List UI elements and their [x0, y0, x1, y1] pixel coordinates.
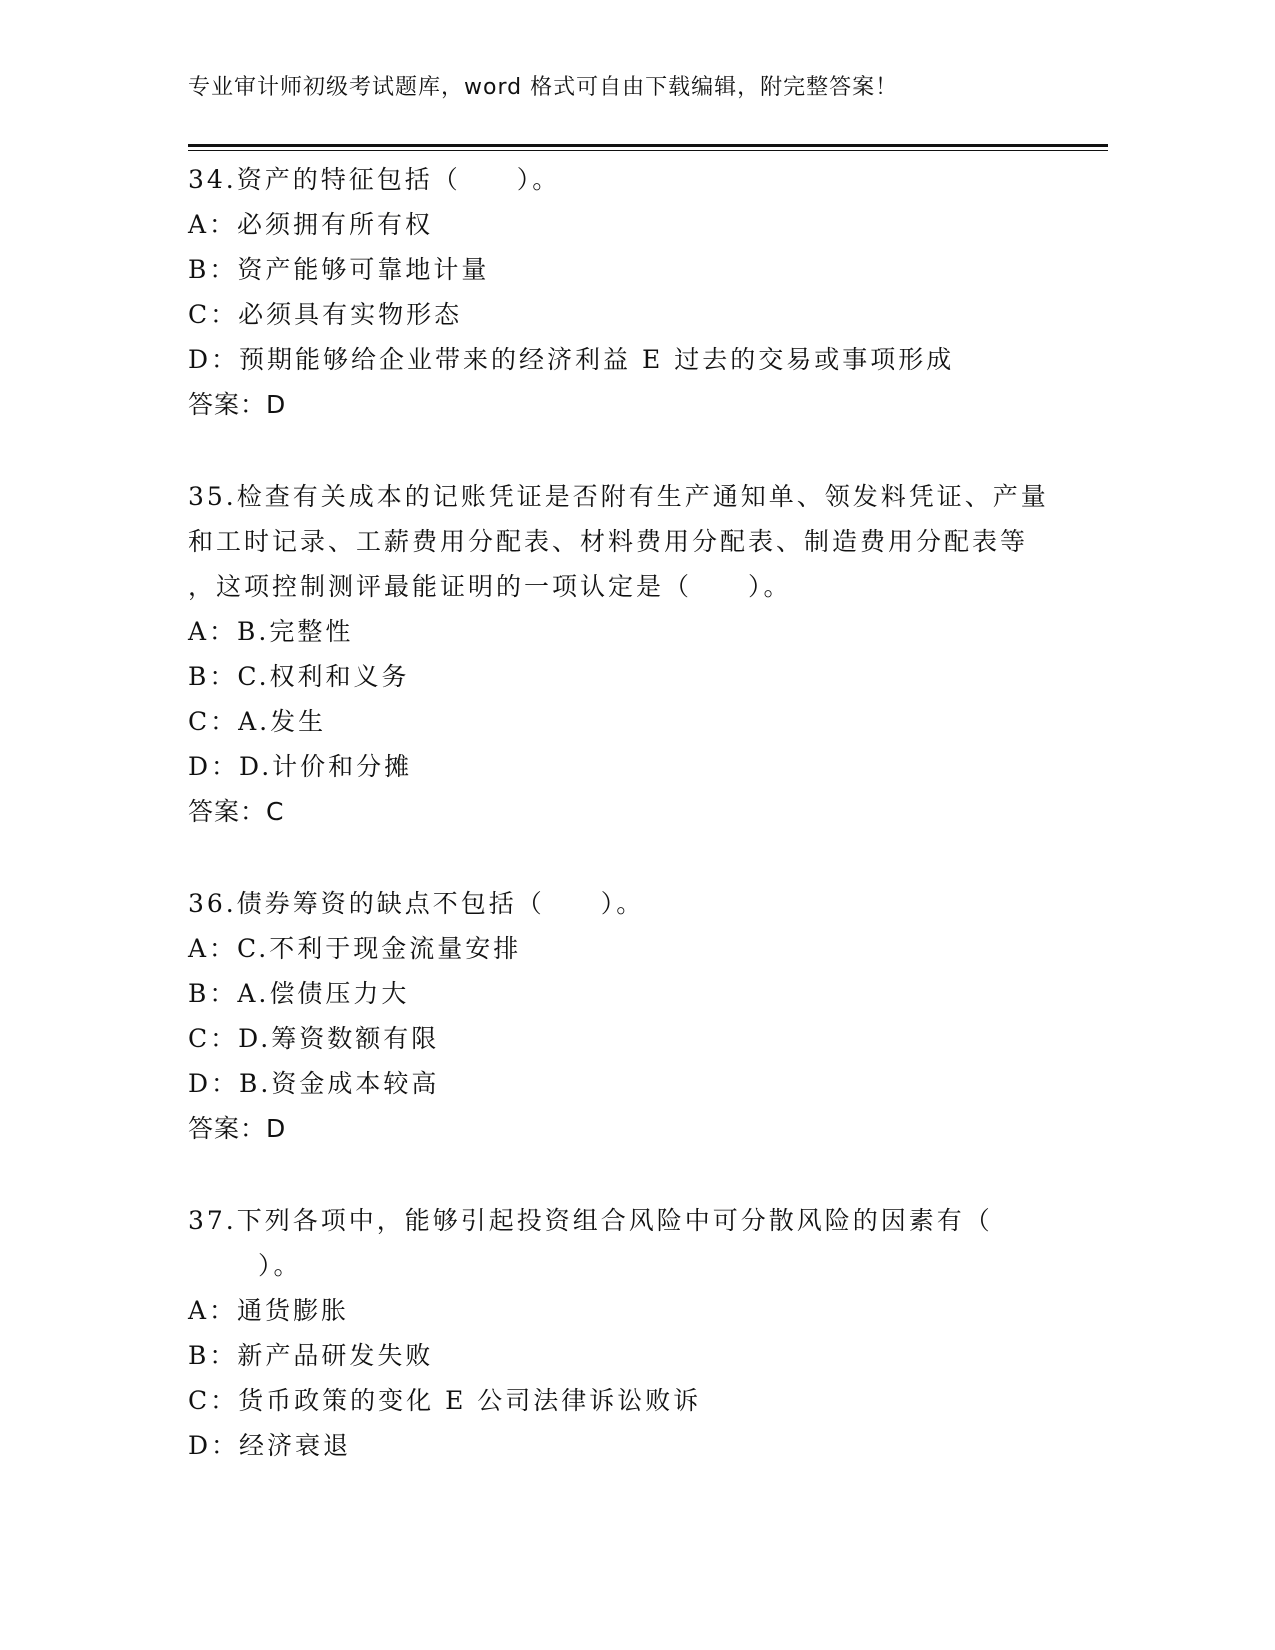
option-d: D：D.计价和分摊	[188, 752, 413, 781]
option-a: A：C.不利于现金流量安排	[188, 934, 522, 963]
option-a: A：通货膨胀	[188, 1296, 350, 1325]
question-list	[188, 157, 1088, 1468]
option-b: B：C.权利和义务	[188, 662, 410, 691]
question-stem: 37.下列各项中，能够引起投资组合风险中可分散风险的因素有（	[188, 1206, 993, 1235]
option-d: D：经济衰退	[188, 1431, 352, 1460]
option-c: C：必须具有实物形态	[188, 300, 463, 329]
question-gap	[188, 1151, 1088, 1198]
option-b: B：资产能够可靠地计量	[188, 255, 490, 284]
question-36	[188, 881, 1088, 1151]
answer-text: 答案：D	[188, 390, 287, 419]
option-c: C：A.发生	[188, 707, 327, 736]
option-a: A：必须拥有所有权	[188, 210, 434, 239]
question-gap	[188, 427, 1088, 474]
answer-text: 答案：D	[188, 1114, 287, 1143]
question-stem-continued: ）。	[258, 1251, 302, 1280]
question-35	[188, 474, 1088, 834]
question-34	[188, 157, 1088, 427]
question-37	[188, 1198, 1088, 1468]
question-stem: 36.债券筹资的缺点不包括（ ）。	[188, 889, 645, 918]
option-b: B：A.偿债压力大	[188, 979, 410, 1008]
header-rule-thick	[188, 144, 1108, 147]
option-d: D：预期能够给企业带来的经济利益 E 过去的交易或事项形成	[188, 345, 955, 374]
question-stem-continued: ，这项控制测评最能证明的一项认定是（ ）。	[188, 572, 792, 601]
option-c: C：D.筹资数额有限	[188, 1024, 440, 1053]
question-stem-continued: 和工时记录、工薪费用分配表、材料费用分配表、制造费用分配表等	[188, 527, 1029, 556]
header-rule-thin	[188, 150, 1108, 151]
option-b: B：新产品研发失败	[188, 1341, 434, 1370]
page-header: 专业审计师初级考试题库，word 格式可自由下载编辑，附完整答案！	[188, 75, 899, 100]
option-c: C：货币政策的变化 E 公司法律诉讼败诉	[188, 1386, 702, 1415]
question-stem: 34.资产的特征包括（ ）。	[188, 165, 561, 194]
option-a: A：B.完整性	[188, 617, 354, 646]
option-d: D：B.资金成本较高	[188, 1069, 440, 1098]
answer-text: 答案：C	[188, 797, 285, 826]
question-gap	[188, 834, 1088, 881]
question-stem: 35.检查有关成本的记账凭证是否附有生产通知单、领发料凭证、产量	[188, 482, 1049, 511]
